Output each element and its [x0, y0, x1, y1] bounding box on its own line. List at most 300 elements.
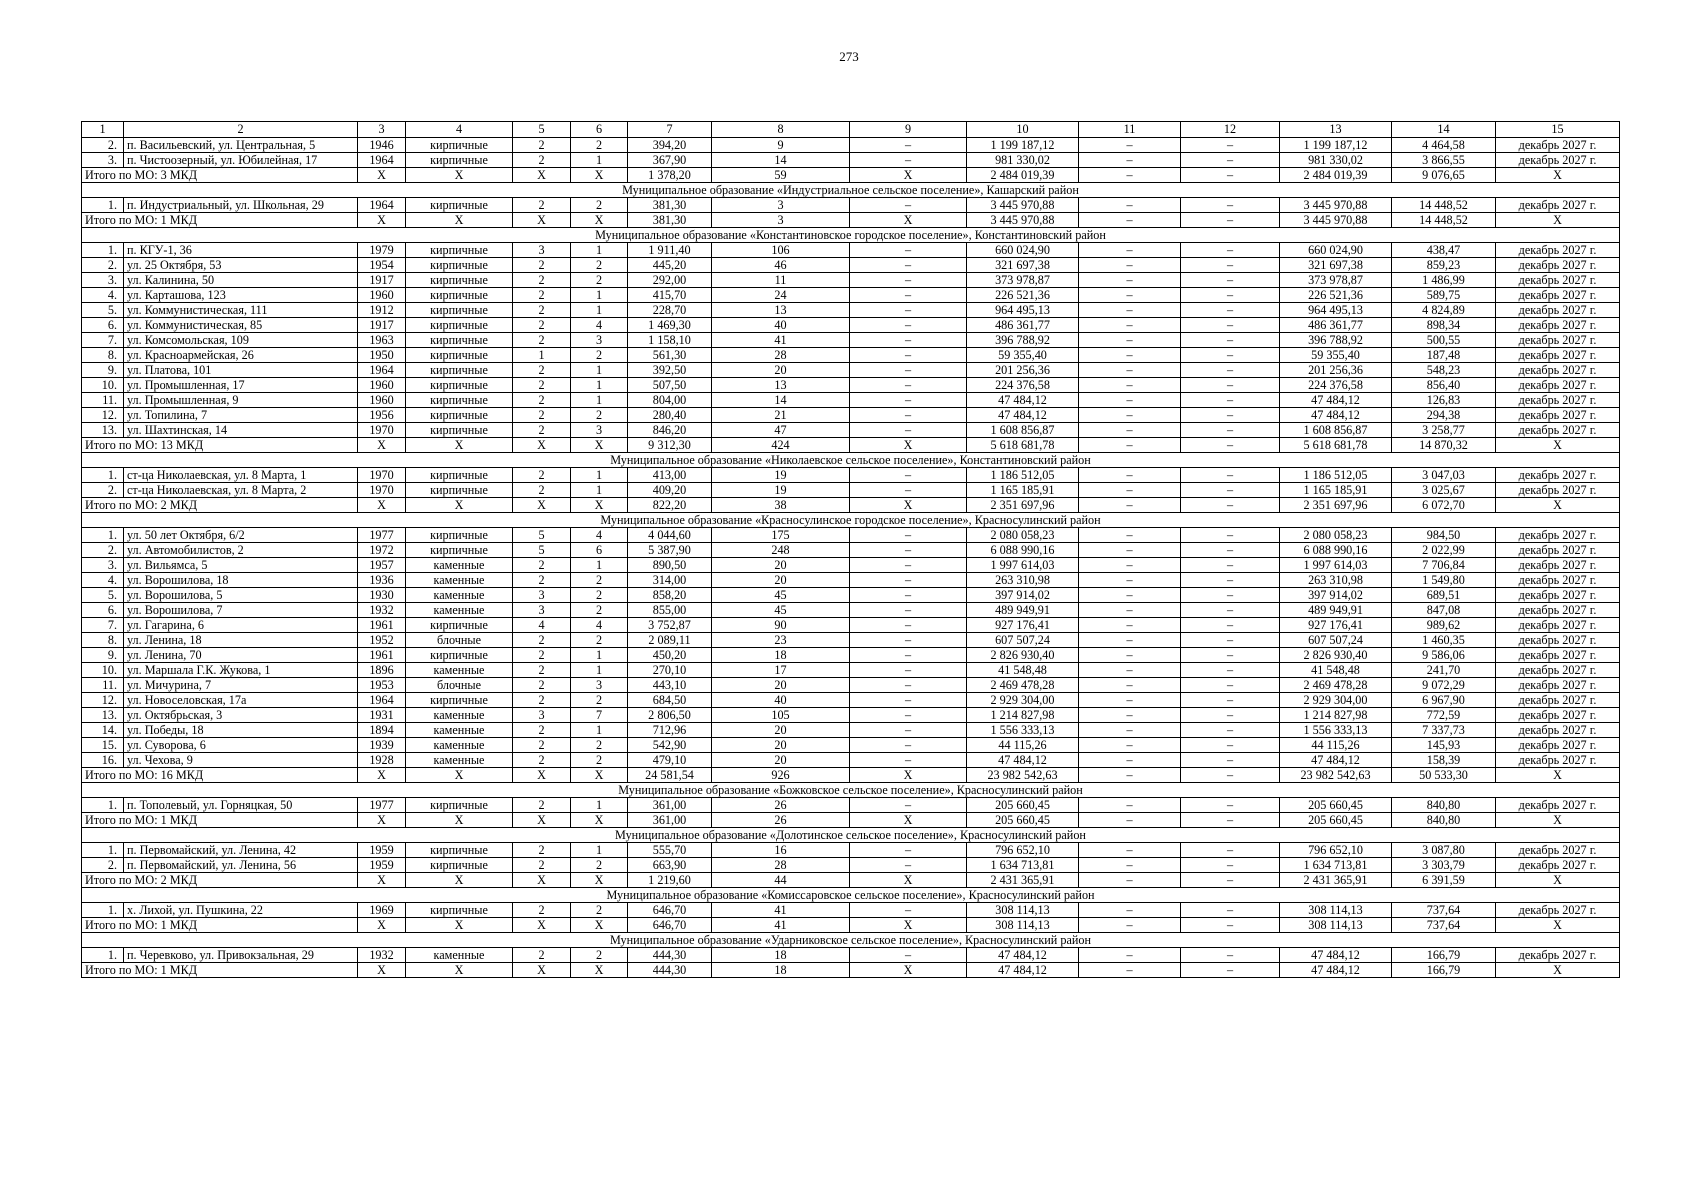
- table-cell: 38: [712, 498, 850, 513]
- table-cell: кирпичные: [406, 333, 513, 348]
- table-cell: ул. 50 лет Октября, 6/2: [124, 528, 358, 543]
- table-cell: 1: [571, 483, 628, 498]
- table-cell: блочные: [406, 678, 513, 693]
- table-cell: 3 258,77: [1392, 423, 1496, 438]
- table-cell: 5 618 681,78: [967, 438, 1079, 453]
- table-cell: X: [513, 213, 571, 228]
- table-cell: X: [406, 918, 513, 933]
- table-cell: –: [1079, 663, 1181, 678]
- table-cell: –: [1181, 948, 1280, 963]
- table-cell: 23 982 542,63: [1280, 768, 1392, 783]
- table-cell: 2: [571, 273, 628, 288]
- section-row: [82, 828, 1620, 843]
- table-cell: 47 484,12: [1280, 393, 1392, 408]
- table-cell: –: [1079, 378, 1181, 393]
- table-row: [82, 468, 1620, 483]
- table-cell: 1931: [358, 708, 406, 723]
- table-cell: –: [850, 423, 967, 438]
- table-cell: 1964: [358, 693, 406, 708]
- table-cell: 105: [712, 708, 850, 723]
- table-cell: 47 484,12: [967, 393, 1079, 408]
- table-cell: 20: [712, 558, 850, 573]
- table-cell: –: [1181, 153, 1280, 168]
- table-cell: ул. Ворошилова, 18: [124, 573, 358, 588]
- table-cell: кирпичные: [406, 693, 513, 708]
- table-cell: 18: [712, 963, 850, 978]
- table-cell: –: [850, 468, 967, 483]
- table-cell: 12: [1181, 122, 1280, 138]
- table-cell: 47 484,12: [967, 408, 1079, 423]
- table-cell: 4: [406, 122, 513, 138]
- table-cell: 3: [358, 122, 406, 138]
- table-cell: декабрь 2027 г.: [1496, 243, 1620, 258]
- table-cell: 9 586,06: [1392, 648, 1496, 663]
- table-cell: –: [1079, 438, 1181, 453]
- table-cell: 409,20: [628, 483, 712, 498]
- table-cell: –: [1181, 543, 1280, 558]
- table-cell: 16: [712, 843, 850, 858]
- table-cell: 438,47: [1392, 243, 1496, 258]
- total-row: [82, 213, 1620, 228]
- table-cell: 47 484,12: [1280, 948, 1392, 963]
- table-cell: 660 024,90: [967, 243, 1079, 258]
- table-cell: 1 219,60: [628, 873, 712, 888]
- table-cell: 1953: [358, 678, 406, 693]
- table-cell: декабрь 2027 г.: [1496, 603, 1620, 618]
- table-row: [82, 573, 1620, 588]
- table-cell: 2.: [82, 258, 124, 273]
- table-cell: 2: [513, 318, 571, 333]
- table-cell: 7 337,73: [1392, 723, 1496, 738]
- table-cell: декабрь 2027 г.: [1496, 588, 1620, 603]
- table-cell: п. Черевково, ул. Привокзальная, 29: [124, 948, 358, 963]
- table-cell: 44: [712, 873, 850, 888]
- table-cell: 50 533,30: [1392, 768, 1496, 783]
- table-cell: 1964: [358, 153, 406, 168]
- table-cell: 201 256,36: [1280, 363, 1392, 378]
- table-cell: 28: [712, 348, 850, 363]
- table-cell: 2: [571, 198, 628, 213]
- table-cell: 280,40: [628, 408, 712, 423]
- table-cell: 1: [571, 153, 628, 168]
- table-cell: –: [1079, 948, 1181, 963]
- table-cell: 846,20: [628, 423, 712, 438]
- table-cell: 9: [850, 122, 967, 138]
- table-cell: 3 752,87: [628, 618, 712, 633]
- table-cell: 1970: [358, 483, 406, 498]
- table-cell: 1932: [358, 603, 406, 618]
- table-cell: –: [850, 288, 967, 303]
- table-row: [82, 363, 1620, 378]
- table-row: [82, 348, 1620, 363]
- table-cell: –: [850, 603, 967, 618]
- table-cell: 2: [513, 663, 571, 678]
- section-row: [82, 228, 1620, 243]
- table-cell: –: [850, 153, 967, 168]
- table-cell: 555,70: [628, 843, 712, 858]
- table-cell: 2: [571, 858, 628, 873]
- table-row: [82, 948, 1620, 963]
- table-cell: –: [1181, 528, 1280, 543]
- table-row: [82, 693, 1620, 708]
- table-cell: –: [1079, 483, 1181, 498]
- table-cell: 1: [571, 363, 628, 378]
- table-cell: декабрь 2027 г.: [1496, 678, 1620, 693]
- table-cell: 2: [513, 678, 571, 693]
- table-cell: –: [1079, 213, 1181, 228]
- table-cell: 1: [82, 122, 124, 138]
- table-cell: 1960: [358, 393, 406, 408]
- table-cell: 13: [1280, 122, 1392, 138]
- table-cell: 1 469,30: [628, 318, 712, 333]
- table-cell: –: [1181, 738, 1280, 753]
- table-cell: 424: [712, 438, 850, 453]
- table-cell: –: [1181, 258, 1280, 273]
- table-cell: X: [406, 168, 513, 183]
- table-cell: –: [850, 138, 967, 153]
- table-cell: кирпичные: [406, 363, 513, 378]
- table-cell: –: [850, 318, 967, 333]
- table-cell: –: [1079, 873, 1181, 888]
- table-cell: 2: [513, 843, 571, 858]
- table-cell: декабрь 2027 г.: [1496, 468, 1620, 483]
- table-cell: 2: [571, 138, 628, 153]
- table-cell: 2: [571, 588, 628, 603]
- table-cell: 1964: [358, 363, 406, 378]
- table-cell: –: [1079, 738, 1181, 753]
- table-cell: п. Васильевский, ул. Центральная, 5: [124, 138, 358, 153]
- table-cell: декабрь 2027 г.: [1496, 528, 1620, 543]
- table-row: [82, 408, 1620, 423]
- table-cell: 314,00: [628, 573, 712, 588]
- table-cell: 18: [712, 648, 850, 663]
- table-cell: 9.: [82, 648, 124, 663]
- table-cell: –: [1079, 333, 1181, 348]
- table-cell: –: [1181, 198, 1280, 213]
- table-cell: –: [850, 618, 967, 633]
- table-cell: 14 870,32: [1392, 438, 1496, 453]
- table-cell: 1: [571, 663, 628, 678]
- table-cell: 13.: [82, 708, 124, 723]
- table-cell: 1: [571, 243, 628, 258]
- total-row: [82, 438, 1620, 453]
- table-cell: 1: [571, 393, 628, 408]
- table-cell: декабрь 2027 г.: [1496, 153, 1620, 168]
- table-cell: 59 355,40: [1280, 348, 1392, 363]
- table-cell: –: [850, 948, 967, 963]
- table-cell: 2: [513, 573, 571, 588]
- table-cell: ул. Ленина, 70: [124, 648, 358, 663]
- table-cell: 166,79: [1392, 963, 1496, 978]
- table-cell: 2: [571, 573, 628, 588]
- table-cell: 1932: [358, 948, 406, 963]
- table-cell: –: [1181, 168, 1280, 183]
- table-cell: 1 214 827,98: [967, 708, 1079, 723]
- table-cell: 2 351 697,96: [1280, 498, 1392, 513]
- table-cell: 1 199 187,12: [967, 138, 1079, 153]
- table-cell: 413,00: [628, 468, 712, 483]
- table-cell: 205 660,45: [967, 813, 1079, 828]
- table-row: [82, 648, 1620, 663]
- table-cell: 1 556 333,13: [1280, 723, 1392, 738]
- table-cell: 1: [513, 348, 571, 363]
- table-cell: –: [1181, 423, 1280, 438]
- table-cell: –: [1181, 588, 1280, 603]
- table-cell: 4 824,89: [1392, 303, 1496, 318]
- table-cell: 1: [571, 798, 628, 813]
- table-cell: 1: [571, 303, 628, 318]
- table-cell: –: [850, 543, 967, 558]
- table-row: [82, 903, 1620, 918]
- table-cell: 2 080 058,23: [1280, 528, 1392, 543]
- table-cell: 175: [712, 528, 850, 543]
- table-cell: п. Первомайский, ул. Ленина, 42: [124, 843, 358, 858]
- table-cell: ул. Комсомольская, 109: [124, 333, 358, 348]
- table-cell: 2: [513, 738, 571, 753]
- column-number-row: [82, 122, 1620, 138]
- table-cell: X: [571, 768, 628, 783]
- table-cell: 13: [712, 378, 850, 393]
- table-cell: декабрь 2027 г.: [1496, 423, 1620, 438]
- table-cell: X: [571, 438, 628, 453]
- table-cell: декабрь 2027 г.: [1496, 483, 1620, 498]
- table-cell: –: [1079, 618, 1181, 633]
- table-cell: 21: [712, 408, 850, 423]
- table-cell: ул. Ленина, 18: [124, 633, 358, 648]
- table-cell: ул. Красноармейская, 26: [124, 348, 358, 363]
- table-cell: 1: [571, 288, 628, 303]
- section-row: [82, 183, 1620, 198]
- table-cell: 646,70: [628, 918, 712, 933]
- table-cell: 397 914,02: [1280, 588, 1392, 603]
- table-cell: 489 949,91: [967, 603, 1079, 618]
- table-cell: X: [358, 768, 406, 783]
- table-cell: декабрь 2027 г.: [1496, 648, 1620, 663]
- table-row: [82, 153, 1620, 168]
- table-cell: 2: [513, 288, 571, 303]
- table-cell: X: [358, 498, 406, 513]
- section-row: [82, 888, 1620, 903]
- table-cell: 2 080 058,23: [967, 528, 1079, 543]
- table-cell: 1 608 856,87: [967, 423, 1079, 438]
- table-cell: ул. Карташова, 123: [124, 288, 358, 303]
- table-cell: декабрь 2027 г.: [1496, 843, 1620, 858]
- table-row: [82, 723, 1620, 738]
- table-cell: кирпичные: [406, 618, 513, 633]
- table-cell: X: [850, 213, 967, 228]
- table-row: [82, 678, 1620, 693]
- table-cell: 2: [571, 948, 628, 963]
- table-cell: 7 706,84: [1392, 558, 1496, 573]
- table-row: [82, 333, 1620, 348]
- table-cell: –: [1079, 768, 1181, 783]
- table-cell: 10.: [82, 378, 124, 393]
- table-cell: X: [358, 813, 406, 828]
- table-cell: X: [513, 498, 571, 513]
- table-cell: п. Первомайский, ул. Ленина, 56: [124, 858, 358, 873]
- table-cell: 4: [571, 528, 628, 543]
- table-row: [82, 543, 1620, 558]
- table-cell: 2 826 930,40: [1280, 648, 1392, 663]
- table-cell: кирпичные: [406, 303, 513, 318]
- table-cell: –: [1079, 693, 1181, 708]
- table-row: [82, 288, 1620, 303]
- table-cell: 507,50: [628, 378, 712, 393]
- table-cell: –: [1181, 903, 1280, 918]
- table-cell: –: [1079, 858, 1181, 873]
- table-cell: –: [850, 843, 967, 858]
- table-cell: 1 634 713,81: [1280, 858, 1392, 873]
- table-cell: 224 376,58: [1280, 378, 1392, 393]
- table-body: [82, 122, 1620, 978]
- table-cell: 646,70: [628, 903, 712, 918]
- table-cell: п. Тополевый, ул. Горняцкая, 50: [124, 798, 358, 813]
- table-cell: 589,75: [1392, 288, 1496, 303]
- table-cell: 44 115,26: [967, 738, 1079, 753]
- table-cell: ул. Чехова, 9: [124, 753, 358, 768]
- table-cell: 373 978,87: [1280, 273, 1392, 288]
- section-title: Муниципальное образование «Долотинское сельское поселение», Красносулинский район: [82, 828, 1620, 843]
- table-cell: каменные: [406, 738, 513, 753]
- table-cell: –: [850, 723, 967, 738]
- table-cell: 397 914,02: [967, 588, 1079, 603]
- table-cell: 3: [571, 423, 628, 438]
- table-cell: 3 303,79: [1392, 858, 1496, 873]
- table-cell: ул. Шахтинская, 14: [124, 423, 358, 438]
- table-cell: –: [1181, 243, 1280, 258]
- table-cell: –: [1181, 438, 1280, 453]
- table-cell: 1970: [358, 468, 406, 483]
- table-cell: 224 376,58: [967, 378, 1079, 393]
- table-cell: –: [850, 363, 967, 378]
- section-row: [82, 783, 1620, 798]
- table-row: [82, 483, 1620, 498]
- table-cell: кирпичные: [406, 378, 513, 393]
- table-cell: –: [1079, 393, 1181, 408]
- table-cell: 41: [712, 918, 850, 933]
- table-cell: 3 445 970,88: [1280, 213, 1392, 228]
- table-cell: 15.: [82, 738, 124, 753]
- table-cell: 981 330,02: [967, 153, 1079, 168]
- table-cell: 126,83: [1392, 393, 1496, 408]
- table-cell: 1977: [358, 798, 406, 813]
- table-cell: каменные: [406, 663, 513, 678]
- table-row: [82, 843, 1620, 858]
- table-cell: каменные: [406, 723, 513, 738]
- table-cell: 1960: [358, 378, 406, 393]
- table-cell: декабрь 2027 г.: [1496, 378, 1620, 393]
- table-cell: –: [1079, 498, 1181, 513]
- table-cell: 415,70: [628, 288, 712, 303]
- table-cell: кирпичные: [406, 288, 513, 303]
- table-cell: 1969: [358, 903, 406, 918]
- table-cell: X: [406, 963, 513, 978]
- table-cell: 8.: [82, 633, 124, 648]
- table-cell: 9: [712, 138, 850, 153]
- table-cell: 1928: [358, 753, 406, 768]
- table-cell: кирпичные: [406, 318, 513, 333]
- table-cell: –: [850, 258, 967, 273]
- table-cell: 2: [513, 753, 571, 768]
- table-cell: каменные: [406, 588, 513, 603]
- table-cell: 1 378,20: [628, 168, 712, 183]
- table-cell: п. КГУ-1, 36: [124, 243, 358, 258]
- table-cell: –: [850, 573, 967, 588]
- table-cell: 9 312,30: [628, 438, 712, 453]
- table-cell: 2: [513, 948, 571, 963]
- table-cell: 1: [571, 468, 628, 483]
- table-cell: 1952: [358, 633, 406, 648]
- table-cell: 2 089,11: [628, 633, 712, 648]
- table-cell: –: [1079, 573, 1181, 588]
- table-cell: декабрь 2027 г.: [1496, 693, 1620, 708]
- table-cell: –: [1181, 363, 1280, 378]
- table-cell: 16.: [82, 753, 124, 768]
- table-cell: 1894: [358, 723, 406, 738]
- table-cell: декабрь 2027 г.: [1496, 573, 1620, 588]
- table-cell: 3: [571, 678, 628, 693]
- table-cell: 11.: [82, 393, 124, 408]
- table-cell: –: [1181, 468, 1280, 483]
- table-cell: 396 788,92: [1280, 333, 1392, 348]
- table-cell: X: [358, 918, 406, 933]
- table-cell: 4: [571, 618, 628, 633]
- table-cell: 106: [712, 243, 850, 258]
- table-cell: X: [850, 438, 967, 453]
- table-cell: 2: [513, 468, 571, 483]
- table-cell: 1957: [358, 558, 406, 573]
- table-row: [82, 198, 1620, 213]
- table-cell: –: [850, 378, 967, 393]
- table-cell: –: [1079, 408, 1181, 423]
- table-cell: 1970: [358, 423, 406, 438]
- table-cell: 1.: [82, 843, 124, 858]
- table-cell: X: [850, 168, 967, 183]
- table-cell: 20: [712, 723, 850, 738]
- table-cell: 3: [513, 708, 571, 723]
- table-cell: Итого по МО: 13 МКД: [82, 438, 358, 453]
- table-cell: 187,48: [1392, 348, 1496, 363]
- table-cell: 17: [712, 663, 850, 678]
- table-cell: 2 484 019,39: [967, 168, 1079, 183]
- table-cell: 2: [513, 138, 571, 153]
- table-cell: 847,08: [1392, 603, 1496, 618]
- table-cell: 858,20: [628, 588, 712, 603]
- table-cell: 3 445 970,88: [967, 213, 1079, 228]
- table-cell: 3 445 970,88: [967, 198, 1079, 213]
- table-cell: X: [406, 813, 513, 828]
- table-cell: кирпичные: [406, 528, 513, 543]
- table-cell: –: [1079, 153, 1181, 168]
- table-cell: –: [850, 348, 967, 363]
- table-cell: –: [1181, 768, 1280, 783]
- table-cell: X: [1496, 213, 1620, 228]
- table-cell: ул. Платова, 101: [124, 363, 358, 378]
- table-cell: –: [1079, 918, 1181, 933]
- table-cell: ул. Мичурина, 7: [124, 678, 358, 693]
- table-cell: X: [358, 438, 406, 453]
- table-cell: 40: [712, 318, 850, 333]
- table-cell: –: [1181, 498, 1280, 513]
- table-cell: 3 866,55: [1392, 153, 1496, 168]
- table-cell: –: [850, 738, 967, 753]
- table-cell: 4.: [82, 573, 124, 588]
- table-cell: 1963: [358, 333, 406, 348]
- table-cell: –: [1181, 843, 1280, 858]
- page-number: 273: [839, 49, 859, 64]
- table-cell: 392,50: [628, 363, 712, 378]
- table-cell: 548,23: [1392, 363, 1496, 378]
